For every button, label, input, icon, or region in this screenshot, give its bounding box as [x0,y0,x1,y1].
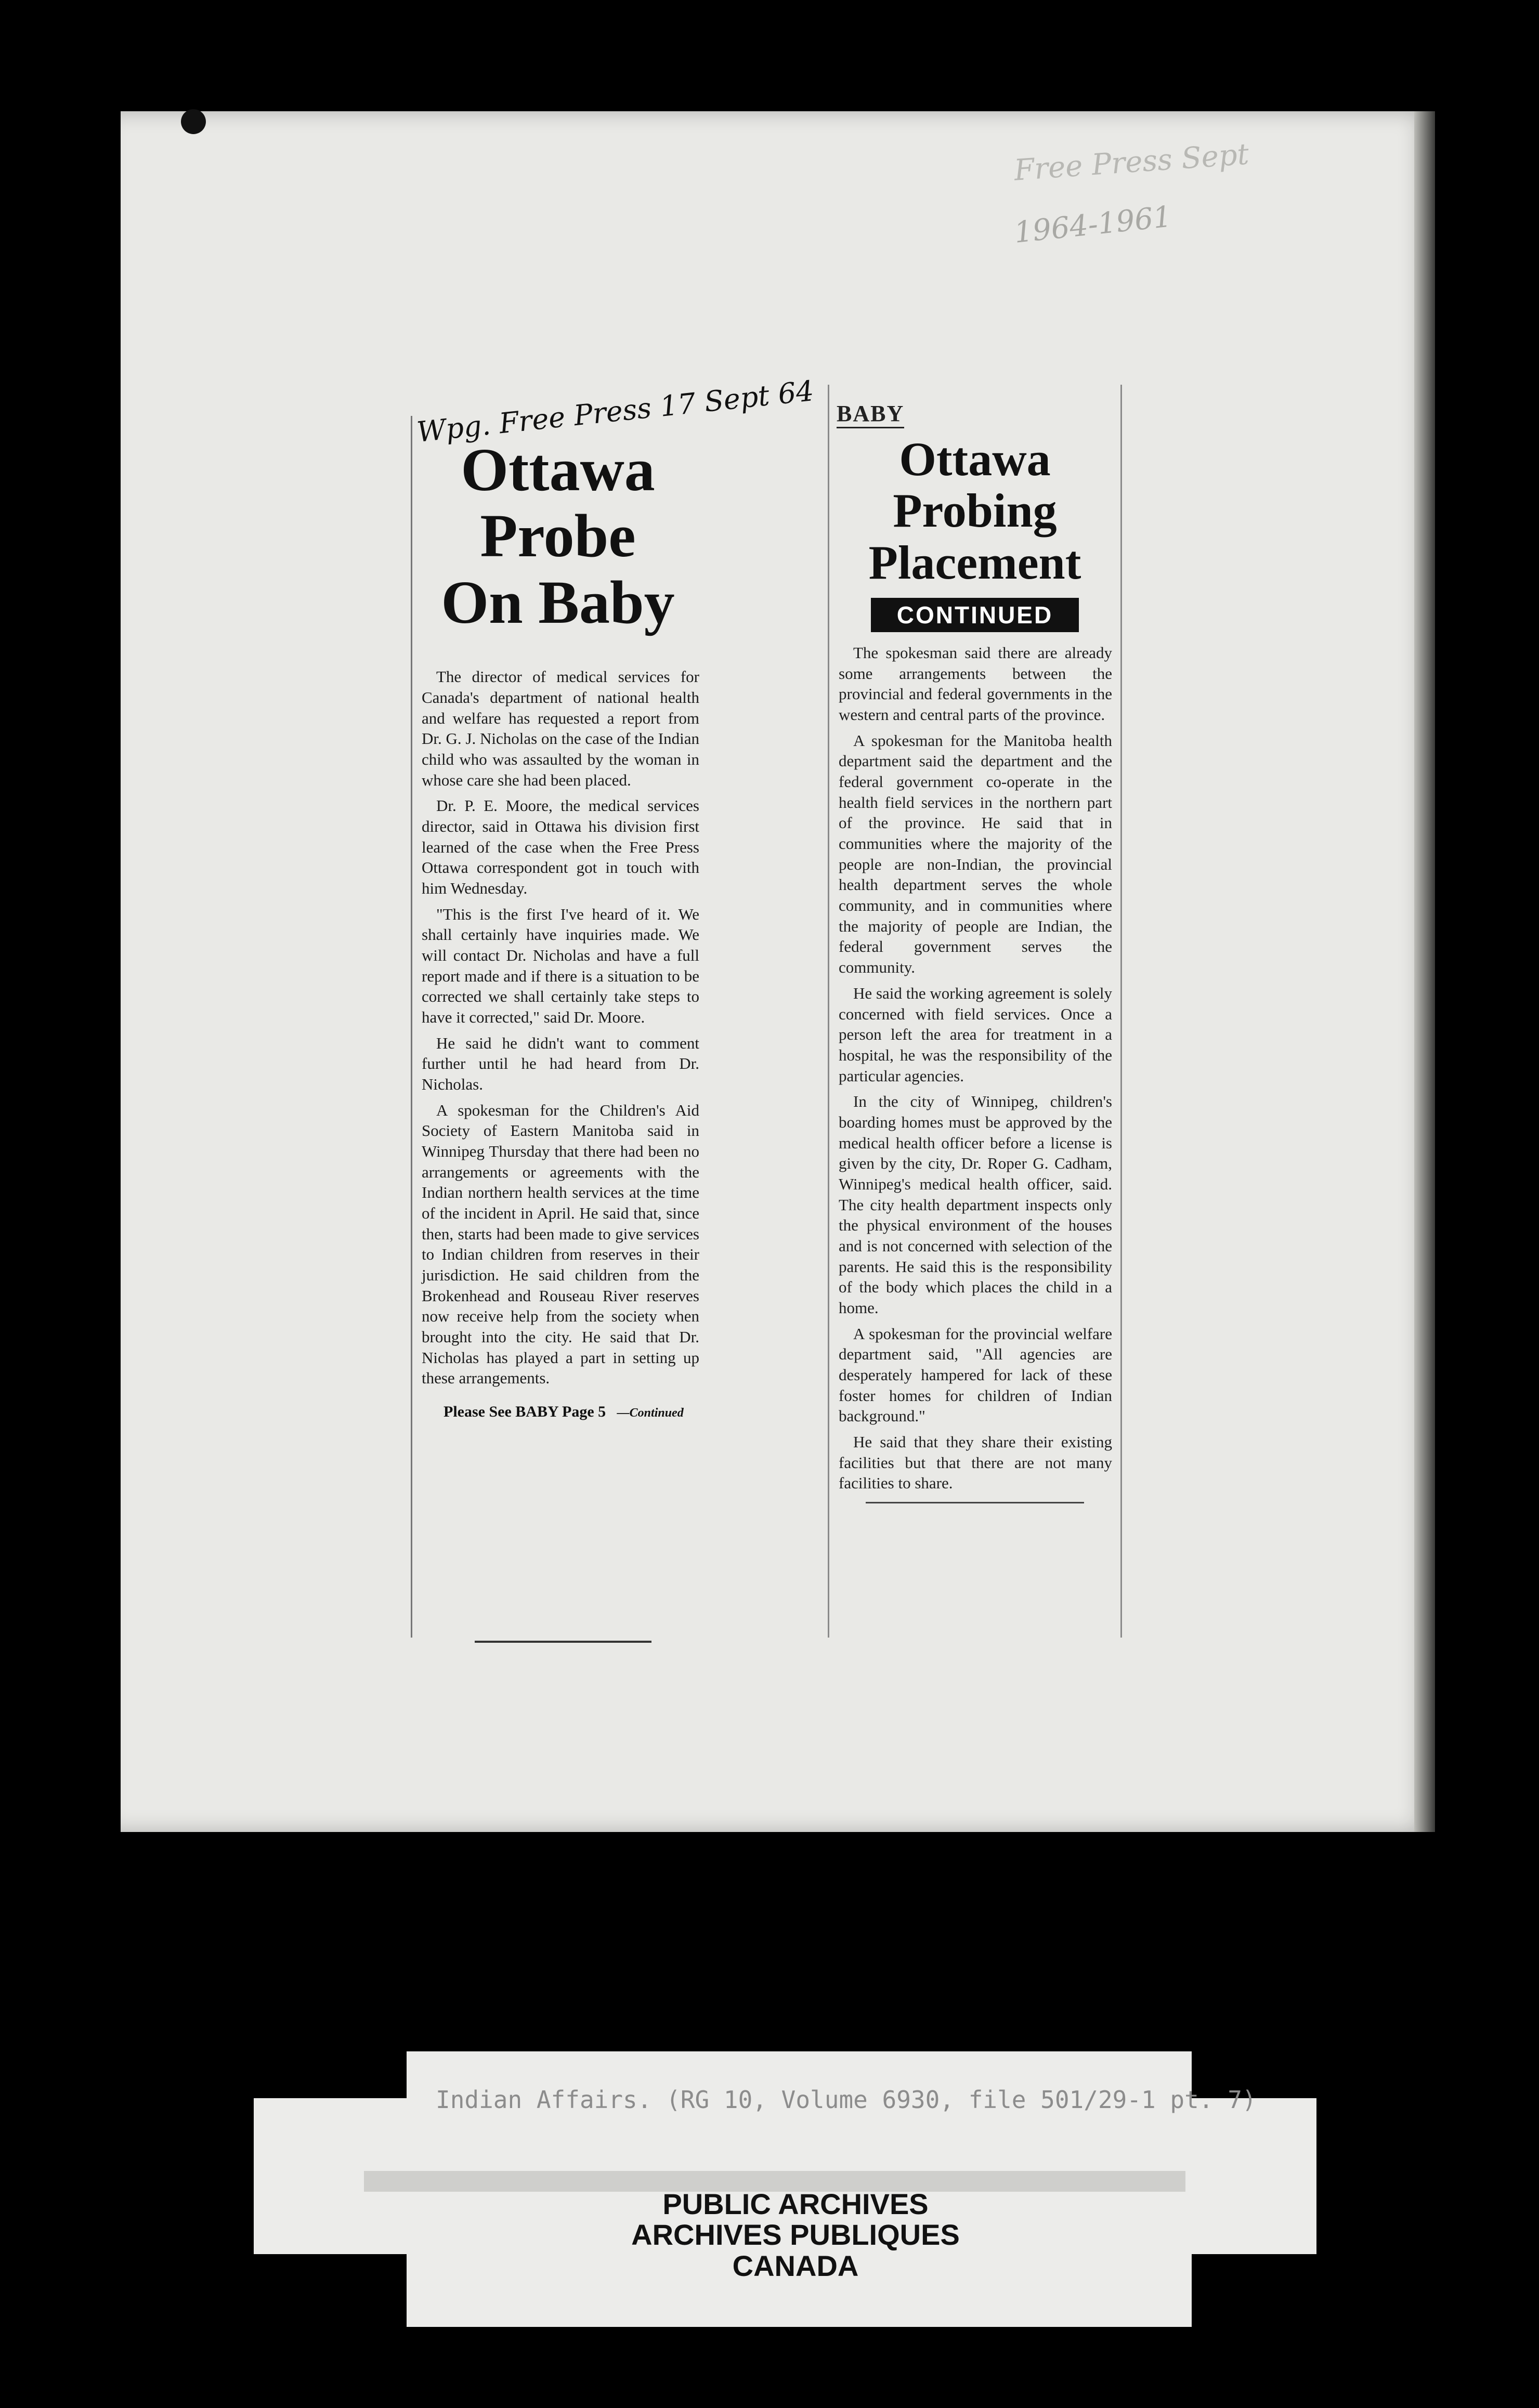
archive-stamp-line: ARCHIVES PUBLIQUES [631,2218,960,2252]
continued-mark: —Continued [617,1406,684,1420]
footer-rule [475,1641,651,1643]
archive-stamp-line: PUBLIC ARCHIVES [662,2188,929,2220]
archive-stamp-line: CANADA [732,2249,859,2282]
section-kicker: BABY [837,400,904,428]
punch-hole [181,109,206,134]
headline-line: On Baby [441,568,675,636]
article-body-left [422,666,699,1389]
paragraph: "This is the first I've heard of it. We shall certainly have inquiries made. We will contact Dr. Nicholas and have a full report made and if there is a situation to be corrected we shall certainly take steps to have it corrected," said Dr. Moore. [422,905,699,1027]
sheet-edge-shadow [1414,111,1435,1832]
headline-line: Probe [480,502,636,570]
newspaper-clipping-left [411,416,703,1638]
see-page-text: Please See BABY Page 5 [444,1403,606,1421]
continuation-footer [444,1403,703,1421]
paragraph: A spokesman for the Manitoba health department said the department and the federal government co-operate in the health field services in the northern part of the province. He said that in communities where the majority of the people are non-Indian, the provincial health department serves the whole community, and in communities where the majority of people are Indian, the federal government serves the community. [839,731,1112,977]
paragraph: A spokesman for the Children's Aid Society of Eastern Manitoba said in Winnipeg Thursday that there had been no arrangements or agreements with the Indian northern health services at the time of the incident in April. He said that, since then, starts had been made to give services to Indian children from reserves in their jurisdiction. He said children from the Brokenhead and Rouseau River reserves now receive help from the society when brought into the city. He said that Dr. Nicholas has played a part in setting up these arrangements. [422,1101,699,1388]
headline-line: Placement [868,535,1081,589]
corner-handwritten-number: 1964-1961 [1012,200,1173,250]
article-body-right [839,643,1112,1494]
paragraph: A spokesman for the provincial welfare department said, "All agencies are desperately hampered for lack of these foster homes for children of Indian background." [839,1324,1112,1425]
headline-right [829,434,1120,588]
archive-stamp [520,2189,1071,2281]
paragraph: The director of medical services for Canada's department of national health and welfare has requested a report from Dr. G. J. Nicholas on the case of the Indian child who was assaulted by the woman in whose care she had been placed. [422,668,699,789]
archive-reference: Indian Affairs. (RG 10, Volume 6930, file 501/29-1 pt. 7) [436,2086,1257,2114]
paragraph: The spokesman said there are already some arrangements between the provincial and federal governments in the western and central parts of the province. [839,644,1112,724]
paragraph: He said that they share their existing facilities but that there are not many facilities to share. [839,1432,1112,1493]
corner-handwritten-note: Free Press Sept [1013,137,1250,188]
end-rule [866,1502,1084,1503]
continued-banner: CONTINUED [871,598,1079,632]
headline-line: Ottawa [461,436,655,504]
paragraph: He said he didn't want to comment further until he had heard from Dr. Nicholas. [422,1033,699,1094]
newspaper-clipping-right [828,385,1122,1638]
document-sheet [121,111,1435,1832]
headline-left [412,437,703,635]
paragraph: In the city of Winnipeg, children's boarding homes must be approved by the medical health officer before a license is given by the city, Dr. Roper G. Cadham, Winnipeg's medical health officer, said. The city health department inspects only the physical environment of the houses and is not concerned with selection of the parents. He said this is the responsibility of the body which places the child in a home. [839,1092,1112,1317]
paragraph: He said the working agreement is solely concerned with field services. Once a person left the area for treatment in a hospital, he was the responsibility of the particular agencies. [839,984,1112,1085]
headline-line: Probing [893,484,1057,538]
handwritten-source-note: Wpg. Free Press 17 Sept 64 [415,374,816,449]
headline-line: Ottawa [899,433,1051,486]
paragraph: Dr. P. E. Moore, the medical services director, said in Ottawa his division first learned of the case when the Free Press Ottawa correspondent got in touch with him Wednesday. [422,796,699,898]
